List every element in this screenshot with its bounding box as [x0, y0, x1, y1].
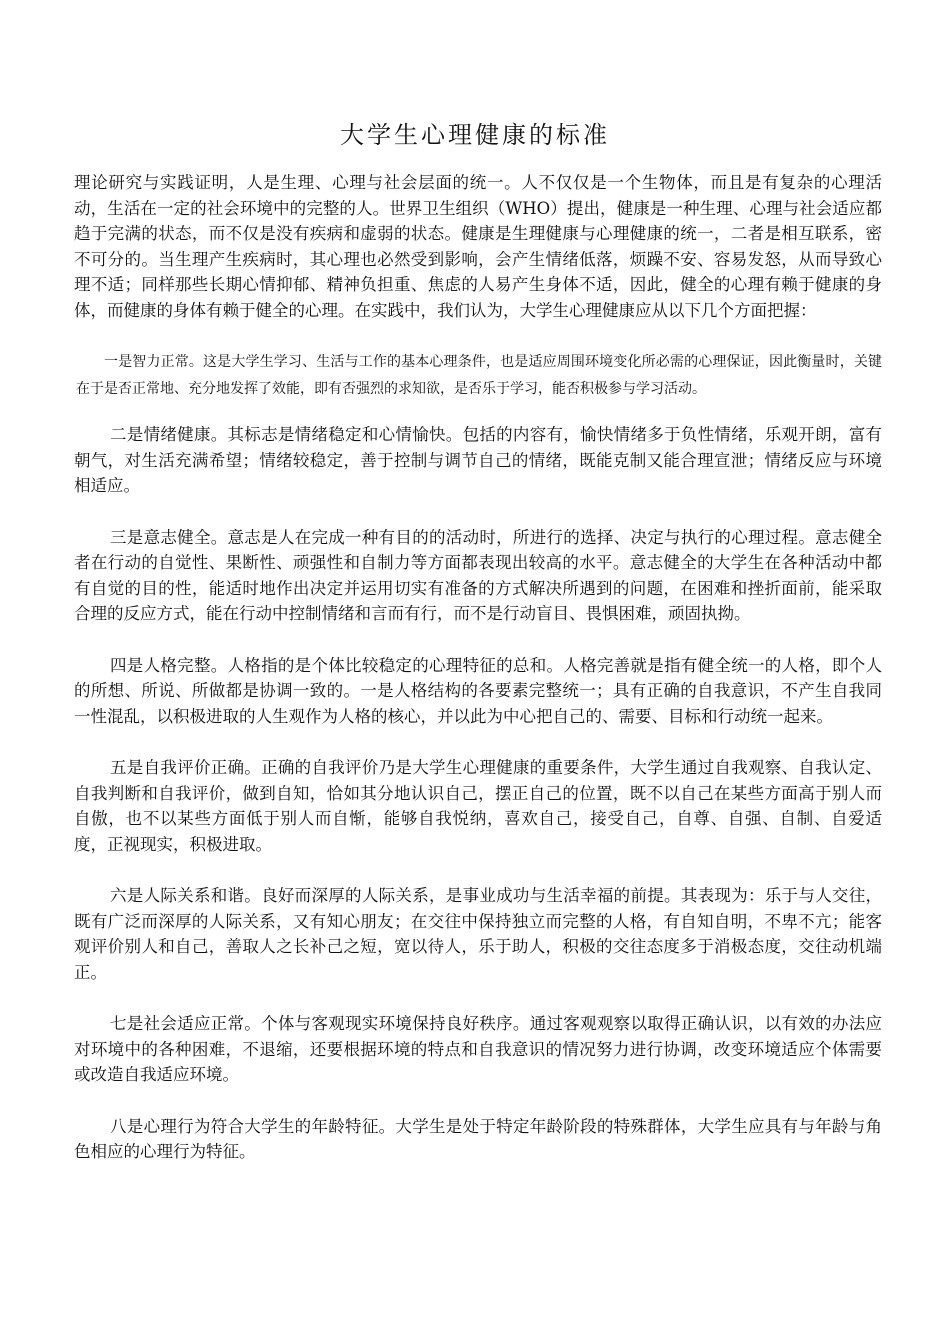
document-title: 大学生心理健康的标准 [340, 121, 610, 149]
standard-self-evaluation: 五是自我评价正确。正确的自我评价乃是大学生心理健康的重要条件，大学生通过自我观察、自我认定、自我判断和自我评价，做到自知，恰如其分地认识自己，摆正自己的位置，既不以自己在某些方面高于别人而自傲，也不以某些方面低于别人而自惭，能够自我悦纳，喜欢自己，接受自己，自尊、自强、自制、自爱适度，正视现实，积极进取。 [74, 758, 882, 854]
standard-personality: 四是人格完整。人格指的是个体比较稳定的心理特征的总和。人格完善就是指有健全统一的人格，即个人的所想、所说、所做都是协调一致的。一是人格结构的各要素完整统一；具有正确的自我意识，不产生自我同一性混乱，以积极进取的人生观作为人格的核心，并以此为中心把自己的、需要、目标和行动统一起来。 [74, 655, 882, 726]
intro-paragraph: 理论研究与实践证明，人是生理、心理与社会层面的统一。人不仅仅是一个生物体，而且是有复杂的心理活动，生活在一定的社会环境中的完整的人。世界卫生组织（WHO）提出，健康是一种生理、心理与社会适应都趋于完满的状态，而不仅是没有疾病和虚弱的状态。健康是生理健康与心理健康的统一，二者是相互联系，密不可分的。当生理产生疾病时，其心理也必然受到影响，会产生情绪低落，烦躁不安、容易发怒，从而导致心理不适；同样那些长期心情抑郁、精神负担重、焦虑的人易产生身体不适，因此，健全的心理有赖于健康的身体，而健康的身体有赖于健全的心理。在实践中，我们认为，大学生心理健康应从以下几个方面把握： [74, 173, 882, 320]
standard-relationships: 六是人际关系和谐。良好而深厚的人际关系，是事业成功与生活幸福的前提。其表现为：乐于与人交往，既有广泛而深厚的人际关系，又有知心朋友；在交往中保持独立而完整的人格，有自知自明，不卑不亢；能客观评价别人和自己，善取人之长补己之短，宽以待人，乐于助人，积极的交往态度多于消极态度，交往动机端正。 [74, 886, 882, 982]
standard-social-adaptation: 七是社会适应正常。个体与客观现实环境保持良好秩序。通过客观观察以取得正确认识，以有效的办法应对环境中的各种困难，不退缩，还要根据环境的特点和自我意识的情况努力进行协调，改变环境适应个体需要或改造自我适应环境。 [74, 1014, 882, 1084]
standard-will: 三是意志健全。意志是人在完成一种有目的的活动时，所进行的选择、决定与执行的心理过程。意志健全者在行动的自觉性、果断性、顽强性和自制力等方面都表现出较高的水平。意志健全的大学生在各种活动中都有自觉的目的性，能适时地作出决定并运用切实有准备的方式解决所遇到的问题，在困难和挫折面前，能采取合理的反应方式，能在行动中控制情绪和言而有行，而不是行动盲目、畏惧困难，顽固执拗。 [74, 527, 882, 623]
standard-emotion: 二是情绪健康。其标志是情绪稳定和心情愉快。包括的内容有，愉快情绪多于负性情绪，乐观开朗，富有朝气，对生活充满希望；情绪较稳定，善于控制与调节自己的情绪，既能克制又能合理宣泄；情绪反应与环境相适应。 [74, 425, 882, 495]
standard-age-behavior: 八是心理行为符合大学生的年龄特征。大学生是处于特定年龄阶段的特殊群体，大学生应具有与年龄与角色相应的心理行为特征。 [74, 1116, 882, 1161]
standard-intelligence: 一是智力正常。这是大学生学习、生活与工作的基本心理条件，也是适应周围环境变化所必需的心理保证，因此衡量时，关键在于是否正常地、充分地发挥了效能，即有否强烈的求知欲，是否乐于学习，能否积极参与学习活动。 [76, 354, 882, 397]
document-body [74, 170, 882, 1165]
